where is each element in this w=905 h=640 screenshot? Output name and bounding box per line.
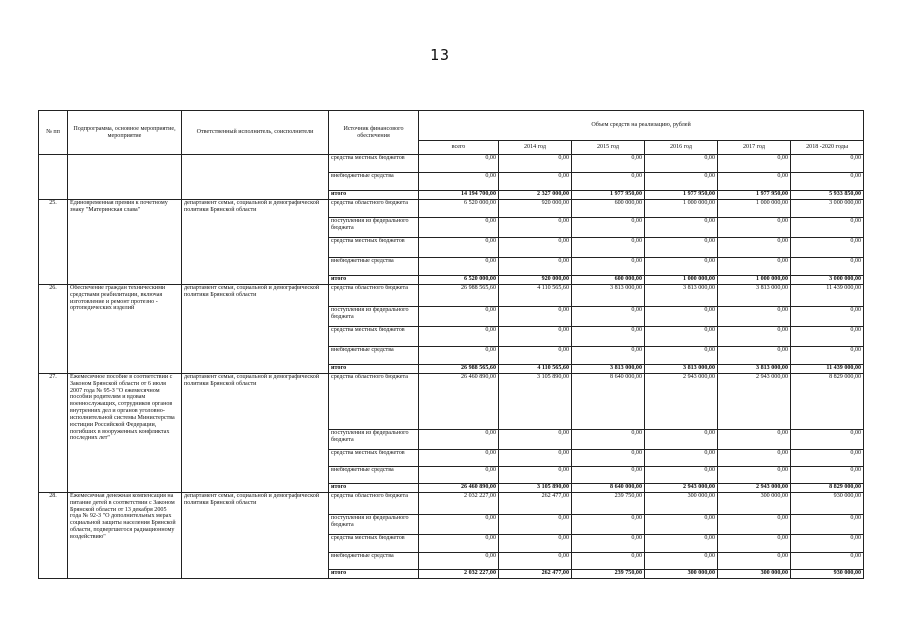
amount-cell: 0,00: [791, 430, 864, 450]
amount-cell: 0,00: [791, 535, 864, 553]
amount-cell: 3 813 000,00: [572, 365, 645, 374]
amount-cell: 3 000 000,00: [791, 276, 864, 285]
amount-cell: 0,00: [572, 535, 645, 553]
amount-cell: 0,00: [791, 307, 864, 327]
amount-cell: 0,00: [419, 535, 499, 553]
amount-cell: 3 813 000,00: [572, 285, 645, 307]
amount-cell: 0,00: [419, 258, 499, 276]
table-row: [39, 155, 864, 173]
amount-cell: 0,00: [499, 450, 572, 467]
row-number: 25.: [39, 200, 68, 285]
amount-cell: 0,00: [419, 450, 499, 467]
amount-cell: 930 000,00: [791, 570, 864, 579]
amount-cell: 0,00: [645, 307, 718, 327]
amount-cell: 300 000,00: [718, 493, 791, 515]
amount-cell: 2 032 227,00: [419, 570, 499, 579]
amount-cell: 11 439 000,00: [791, 365, 864, 374]
amount-cell: 600 000,00: [572, 200, 645, 218]
amount-cell: 0,00: [499, 467, 572, 484]
amount-cell: 0,00: [572, 258, 645, 276]
amount-cell: 600 000,00: [572, 276, 645, 285]
budget-table: [38, 110, 864, 579]
amount-cell: 0,00: [572, 515, 645, 535]
amount-cell: 3 813 000,00: [718, 365, 791, 374]
amount-cell: 8 640 000,00: [572, 374, 645, 430]
funding-source: внебюджетные средства: [329, 467, 419, 484]
subprogram-name: Единовременная премия к почетному знаку "Материнская слава": [68, 200, 182, 285]
amount-cell: 920 000,00: [499, 200, 572, 218]
amount-cell: 6 520 000,00: [419, 200, 499, 218]
amount-cell: 300 000,00: [645, 570, 718, 579]
amount-cell: 0,00: [718, 553, 791, 570]
amount-cell: 0,00: [645, 258, 718, 276]
amount-cell: 920 000,00: [499, 276, 572, 285]
amount-cell: 2 032 227,00: [419, 493, 499, 515]
header-source: Источник финансового обеспечения: [329, 111, 419, 155]
amount-cell: 0,00: [645, 515, 718, 535]
amount-cell: 0,00: [791, 450, 864, 467]
amount-cell: 26 460 890,00: [419, 484, 499, 493]
amount-cell: 26 460 890,00: [419, 374, 499, 430]
amount-cell: 0,00: [718, 307, 791, 327]
amount-cell: 0,00: [645, 327, 718, 347]
executor-name: департамент семьи, социальной и демографической политики Брянской области: [182, 493, 329, 579]
amount-cell: 26 988 565,60: [419, 365, 499, 374]
funding-source: средства областного бюджета: [329, 200, 419, 218]
amount-cell: 2 943 000,00: [718, 484, 791, 493]
amount-cell: 930 000,00: [791, 493, 864, 515]
amount-cell: 0,00: [791, 515, 864, 535]
amount-cell: 0,00: [499, 307, 572, 327]
amount-cell: 0,00: [572, 238, 645, 258]
amount-cell: 0,00: [791, 467, 864, 484]
amount-cell: 0,00: [419, 218, 499, 238]
amount-cell: 0,00: [645, 553, 718, 570]
amount-cell: 0,00: [718, 430, 791, 450]
subprogram-name: Ежемесячное пособие в соответствии с Законом Брянской области от 6 июля 2007 года № 95-З "О ежемесячном пособии родителям и вдовам военнослужащих, сотрудников органов внутренних дел и органов уголовно-исполнительной системы Министерства юстиции Российской Федерации, погибших в вооруженных конфликтах последних лет": [68, 374, 182, 493]
amount-cell: 262 477,00: [499, 493, 572, 515]
amount-cell: 1 000 000,00: [645, 200, 718, 218]
row-number: 26.: [39, 285, 68, 374]
amount-cell: 0,00: [645, 430, 718, 450]
executor-name: департамент семьи, социальной и демографической политики Брянской области: [182, 374, 329, 493]
row-number: [39, 155, 68, 200]
amount-cell: 8 829 000,00: [791, 374, 864, 430]
amount-cell: 0,00: [419, 347, 499, 365]
table-body: [39, 155, 864, 579]
amount-cell: 0,00: [572, 307, 645, 327]
amount-cell: 0,00: [499, 347, 572, 365]
amount-cell: 0,00: [645, 535, 718, 553]
amount-cell: 3 105 890,00: [499, 484, 572, 493]
amount-cell: 0,00: [572, 155, 645, 173]
funding-source: средства областного бюджета: [329, 285, 419, 307]
amount-cell: 1 977 950,00: [718, 191, 791, 200]
amount-cell: 4 110 565,60: [499, 285, 572, 307]
amount-cell: 1 000 000,00: [645, 276, 718, 285]
funding-source: поступления из федерального бюджета: [329, 515, 419, 535]
amount-cell: 0,00: [718, 467, 791, 484]
amount-cell: 1 977 950,00: [572, 191, 645, 200]
amount-cell: 0,00: [718, 347, 791, 365]
page-number: 13: [430, 46, 451, 64]
amount-cell: 239 750,00: [572, 570, 645, 579]
funding-source: средства местных бюджетов: [329, 327, 419, 347]
total-label: итого: [329, 365, 419, 374]
amount-cell: 0,00: [791, 347, 864, 365]
amount-cell: 0,00: [499, 155, 572, 173]
total-label: итого: [329, 191, 419, 200]
amount-cell: 0,00: [499, 327, 572, 347]
funding-source: средства местных бюджетов: [329, 450, 419, 467]
amount-cell: 0,00: [645, 238, 718, 258]
amount-cell: 0,00: [499, 258, 572, 276]
funding-source: внебюджетные средства: [329, 173, 419, 191]
table-header: [39, 111, 864, 155]
amount-cell: 4 110 565,60: [499, 365, 572, 374]
executor-name: [182, 155, 329, 200]
executor-name: департамент семьи, социальной и демографической политики Брянской области: [182, 285, 329, 374]
amount-cell: 0,00: [499, 173, 572, 191]
table-row: [39, 200, 864, 218]
amount-cell: 0,00: [419, 553, 499, 570]
amount-cell: 0,00: [718, 238, 791, 258]
amount-cell: 0,00: [645, 347, 718, 365]
amount-cell: 0,00: [419, 307, 499, 327]
amount-cell: 0,00: [718, 258, 791, 276]
amount-cell: 0,00: [718, 535, 791, 553]
amount-cell: 2 327 000,00: [499, 191, 572, 200]
amount-cell: 0,00: [718, 218, 791, 238]
subprogram-name: Обеспечение граждан техническими средствами реабилитации, включая изготовление и ремонт протезно - ортопедических изделий: [68, 285, 182, 374]
amount-cell: 0,00: [419, 467, 499, 484]
amount-cell: 0,00: [419, 515, 499, 535]
header-year-2016: 2016 год: [645, 141, 718, 155]
amount-cell: 2 943 000,00: [718, 374, 791, 430]
amount-cell: 300 000,00: [718, 570, 791, 579]
amount-cell: 0,00: [791, 218, 864, 238]
funding-source: внебюджетные средства: [329, 347, 419, 365]
subprogram-name: [68, 155, 182, 200]
amount-cell: 1 000 000,00: [718, 200, 791, 218]
total-label: итого: [329, 276, 419, 285]
header-year-2018-2020: 2018 -2020 годы: [791, 141, 864, 155]
funding-source: средства местных бюджетов: [329, 155, 419, 173]
amount-cell: 0,00: [791, 327, 864, 347]
funding-source: поступления из федерального бюджета: [329, 218, 419, 238]
header-subprogram: Подпрограмма, основное мероприятие, мероприятие: [68, 111, 182, 155]
amount-cell: 0,00: [791, 155, 864, 173]
table-row: [39, 285, 864, 307]
amount-cell: 239 750,00: [572, 493, 645, 515]
amount-cell: 300 000,00: [645, 493, 718, 515]
amount-cell: 0,00: [718, 327, 791, 347]
amount-cell: 8 640 000,00: [572, 484, 645, 493]
funding-source: внебюджетные средства: [329, 258, 419, 276]
amount-cell: 0,00: [419, 173, 499, 191]
funding-source: средства областного бюджета: [329, 493, 419, 515]
amount-cell: 0,00: [419, 155, 499, 173]
funding-source: внебюджетные средства: [329, 553, 419, 570]
amount-cell: 0,00: [645, 450, 718, 467]
table-row: [39, 493, 864, 515]
amount-cell: 0,00: [572, 347, 645, 365]
amount-cell: 0,00: [499, 238, 572, 258]
amount-cell: 1 000 000,00: [718, 276, 791, 285]
funding-source: средства местных бюджетов: [329, 238, 419, 258]
amount-cell: 0,00: [572, 450, 645, 467]
amount-cell: 0,00: [419, 430, 499, 450]
funding-source: поступления из федерального бюджета: [329, 307, 419, 327]
amount-cell: 0,00: [791, 173, 864, 191]
amount-cell: 3 105 890,00: [499, 374, 572, 430]
amount-cell: 0,00: [499, 553, 572, 570]
amount-cell: 0,00: [791, 258, 864, 276]
total-label: итого: [329, 570, 419, 579]
row-number: 27.: [39, 374, 68, 493]
amount-cell: 0,00: [791, 238, 864, 258]
amount-cell: 1 977 950,00: [645, 191, 718, 200]
funding-source: средства местных бюджетов: [329, 535, 419, 553]
header-no: № пп: [39, 111, 68, 155]
amount-cell: 0,00: [645, 467, 718, 484]
header-year-2017: 2017 год: [718, 141, 791, 155]
amount-cell: 0,00: [499, 515, 572, 535]
amount-cell: 3 813 000,00: [645, 365, 718, 374]
amount-cell: 0,00: [572, 467, 645, 484]
amount-cell: 262 477,00: [499, 570, 572, 579]
amount-cell: 0,00: [499, 218, 572, 238]
amount-cell: 0,00: [419, 327, 499, 347]
amount-cell: 0,00: [718, 515, 791, 535]
amount-cell: 0,00: [572, 327, 645, 347]
amount-cell: 0,00: [718, 155, 791, 173]
amount-cell: 11 439 000,00: [791, 285, 864, 307]
funding-source: поступления из федерального бюджета: [329, 430, 419, 450]
amount-cell: 0,00: [572, 173, 645, 191]
amount-cell: 2 943 000,00: [645, 374, 718, 430]
amount-cell: 0,00: [718, 450, 791, 467]
amount-cell: 0,00: [499, 430, 572, 450]
amount-cell: 3 813 000,00: [718, 285, 791, 307]
amount-cell: 2 943 000,00: [645, 484, 718, 493]
header-volume: Объем средств на реализацию, рублей: [419, 111, 864, 141]
total-label: итого: [329, 484, 419, 493]
amount-cell: 0,00: [791, 553, 864, 570]
executor-name: департамент семьи, социальной и демографической политики Брянской области: [182, 200, 329, 285]
amount-cell: 6 520 000,00: [419, 276, 499, 285]
amount-cell: 0,00: [499, 535, 572, 553]
amount-cell: 3 813 000,00: [645, 285, 718, 307]
amount-cell: 14 194 700,00: [419, 191, 499, 200]
amount-cell: 0,00: [645, 155, 718, 173]
amount-cell: 0,00: [572, 218, 645, 238]
amount-cell: 3 000 000,00: [791, 200, 864, 218]
amount-cell: 0,00: [645, 218, 718, 238]
row-number: 28.: [39, 493, 68, 579]
subprogram-name: Ежемесячная денежная компенсация на питание детей в соответствии с Законом Брянской области от 13 декабря 2005 года № 92-З "О дополнительных мерах социальной защиты населения Брянской области, подвергшегося радиационному воздействию": [68, 493, 182, 579]
amount-cell: 8 829 000,00: [791, 484, 864, 493]
amount-cell: 26 988 565,60: [419, 285, 499, 307]
amount-cell: 0,00: [718, 173, 791, 191]
table-row: [39, 374, 864, 430]
header-year-2014: 2014 год: [499, 141, 572, 155]
amount-cell: 0,00: [572, 430, 645, 450]
amount-cell: 5 933 850,00: [791, 191, 864, 200]
amount-cell: 0,00: [572, 553, 645, 570]
header-year-2015: 2015 год: [572, 141, 645, 155]
funding-source: средства областного бюджета: [329, 374, 419, 430]
amount-cell: 0,00: [419, 238, 499, 258]
amount-cell: 0,00: [645, 173, 718, 191]
header-year-total: всего: [419, 141, 499, 155]
header-executor: Ответственный исполнитель, соисполнители: [182, 111, 329, 155]
